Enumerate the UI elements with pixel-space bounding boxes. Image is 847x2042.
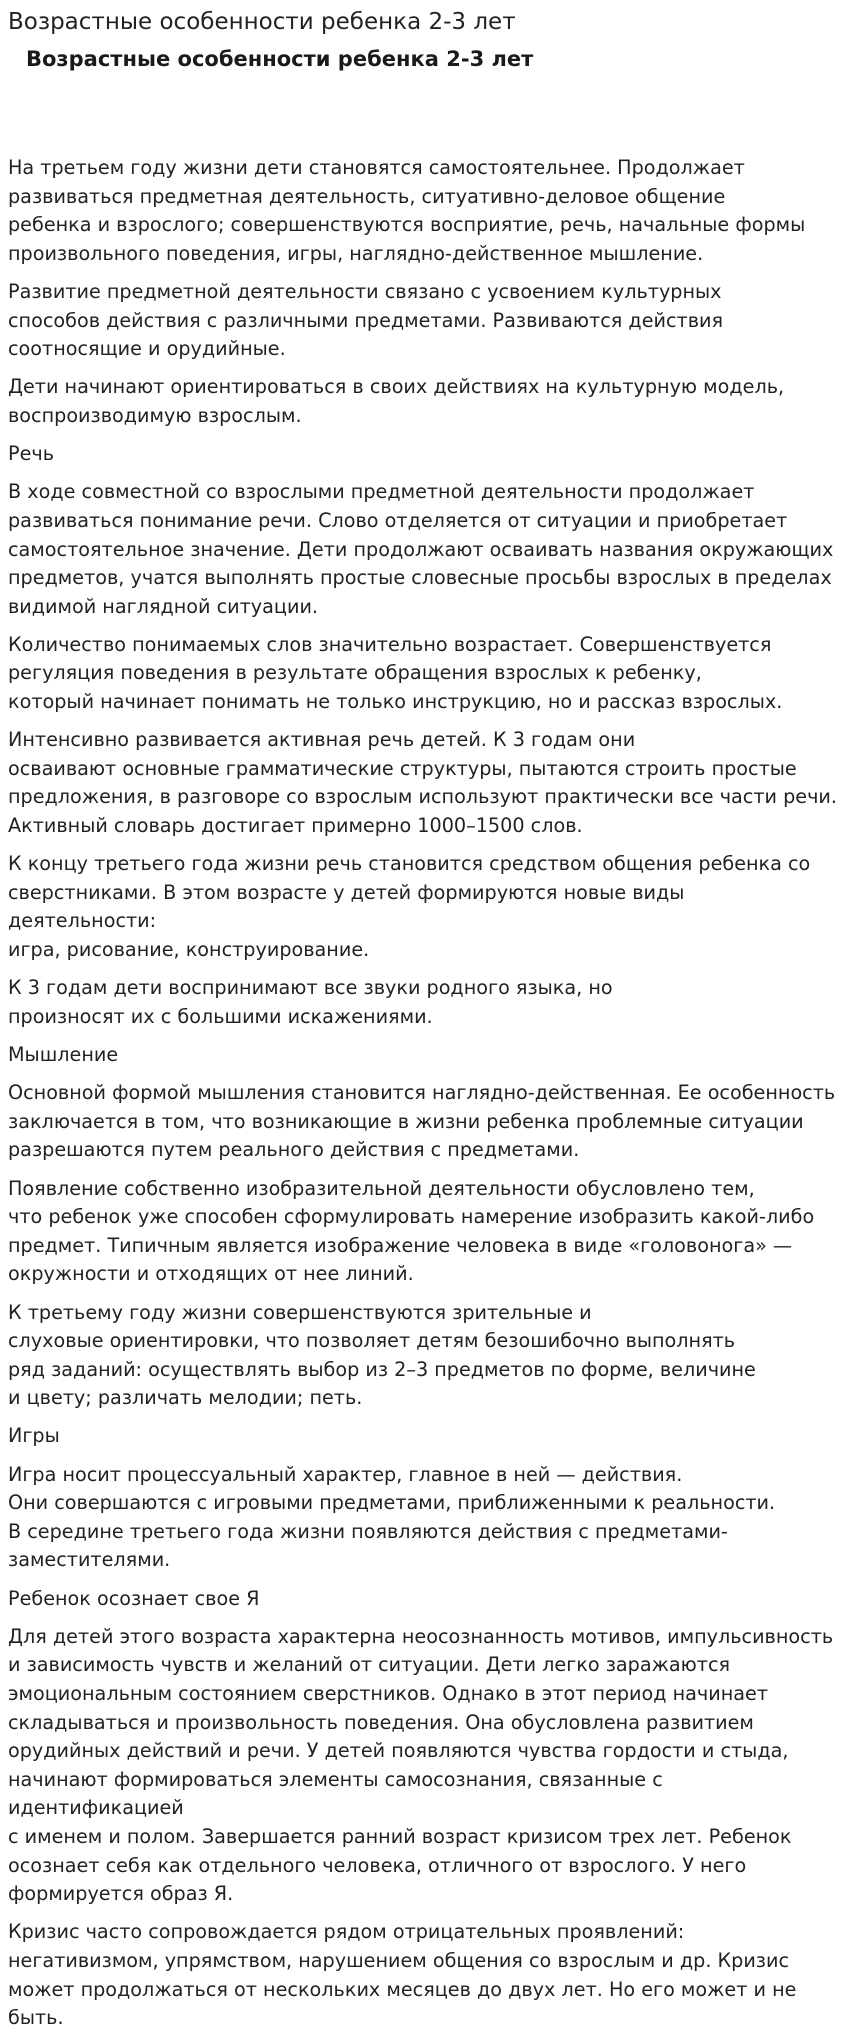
paragraph: Развитие предметной деятельности связано с усвоением культурных способов действия с различными предметами. Развиваются действия соотносящие и орудийные. bbox=[8, 279, 724, 361]
paragraph: Игра носит процессуальный характер, главное в ней — действия. Они совершаются с игровыми предметами, приближенными к реальности. В середине третьего года жизни появляются действия с предметами- заместителями. bbox=[8, 1462, 776, 1572]
section-heading-speech: Речь bbox=[8, 442, 55, 466]
paragraph: Кризис часто сопровождается рядом отрицательных проявлений: негативизмом, упрямством, нарушением общения со взрослым и др. Кризис может продолжаться от нескольких месяцев до двух лет. Но его может и не быть. bbox=[8, 1920, 797, 2030]
paragraph: Появление собственно изобразительной деятельности обусловлено тем, что ребенок уже способен сформулировать намерение изобразить какой-либо предмет. Типичным является изображение человека в виде «головонога» — окружности и отходящих от нее линий. bbox=[8, 1176, 815, 1286]
paragraph: Интенсивно развивается активная речь детей. К 3 годам они осваивают основные грамматические структуры, пытаются строить простые предложения, в разговоре со взрослым используют практически все части речи. Активный словарь достигает примерно 1000–1500 слов. bbox=[8, 728, 837, 838]
section-heading-self-awareness: Ребенок осознает свое Я bbox=[8, 1586, 260, 1610]
paragraph: К 3 годам дети воспринимают все звуки родного языка, но произносят их с большими искажениями. bbox=[8, 976, 613, 1028]
paragraph: Для детей этого возраста характерна неосознанность мотивов, импульсивность и зависимость чувств и желаний от ситуации. Дети легко заражаются эмоциональным состоянием сверстников. Однако в этот период начинает складываться и произвольность поведения. Она обусловлена развитием орудийных действий и речи. У детей появляются чувства гордости и стыда, начинают формироваться элементы самосознания, связанные с идентификацией с именем и полом. Завершается ранний возраст кризисом трех лет. Ребенок осознает себя как отдельного человека, отличного от взрослого. У него формируется образ Я. bbox=[8, 1624, 834, 1906]
paragraph: Количество понимаемых слов значительно возрастает. Совершенствуется регуляция поведения в результате обращения взрослых к ребенку, который начинает понимать не только инструкцию, но и рассказ взрослых. bbox=[8, 632, 783, 714]
document-title: Возрастные особенности ребенка 2-3 лет bbox=[8, 9, 516, 35]
paragraph: В ходе совместной со взрослыми предметной деятельности продолжает развиваться понимание речи. Слово отделяется от ситуации и приобретает самостоятельное значение. Дети продолжают осваивать названия окружающих предметов, учатся выполнять простые словесные просьбы взрослых в пределах видимой наглядной ситуации. bbox=[8, 480, 834, 618]
paragraph: К концу третьего года жизни речь становится средством общения ребенка со сверстниками. В этом возрасте у детей формируются новые виды деятельности: игра, рисование, конструирование. bbox=[8, 852, 811, 961]
paragraph: На третьем году жизни дети становятся самостоятельнее. Продолжает развиваться предметная деятельность, ситуативно-деловое общение ребенка и взрослого; совершенствуются восприятие, речь, начальные формы произвольного поведения, игры, наглядно-действенное мышление. bbox=[8, 156, 806, 265]
document-body bbox=[8, 154, 838, 2042]
section-heading-games: Игры bbox=[8, 1424, 60, 1448]
section-heading-thinking: Мышление bbox=[8, 1042, 119, 1066]
document-heading: Возрастные особенности ребенка 2-3 лет bbox=[26, 47, 534, 71]
paragraph: Дети начинают ориентироваться в своих действиях на культурную модель, воспроизводимую взрослым. bbox=[8, 375, 785, 427]
paragraph: К третьему году жизни совершенствуются зрительные и слуховые ориентировки, что позволяет детям безошибочно выполнять ряд заданий: осуществлять выбор из 2–3 предметов по форме, величине и цвету; различать мелодии; петь. bbox=[8, 1300, 756, 1410]
paragraph: Основной формой мышления становится наглядно-действенная. Ее особенность заключается в том, что возникающие в жизни ребенка проблемные ситуации разрешаются путем реального действия с предметами. bbox=[8, 1081, 836, 1162]
